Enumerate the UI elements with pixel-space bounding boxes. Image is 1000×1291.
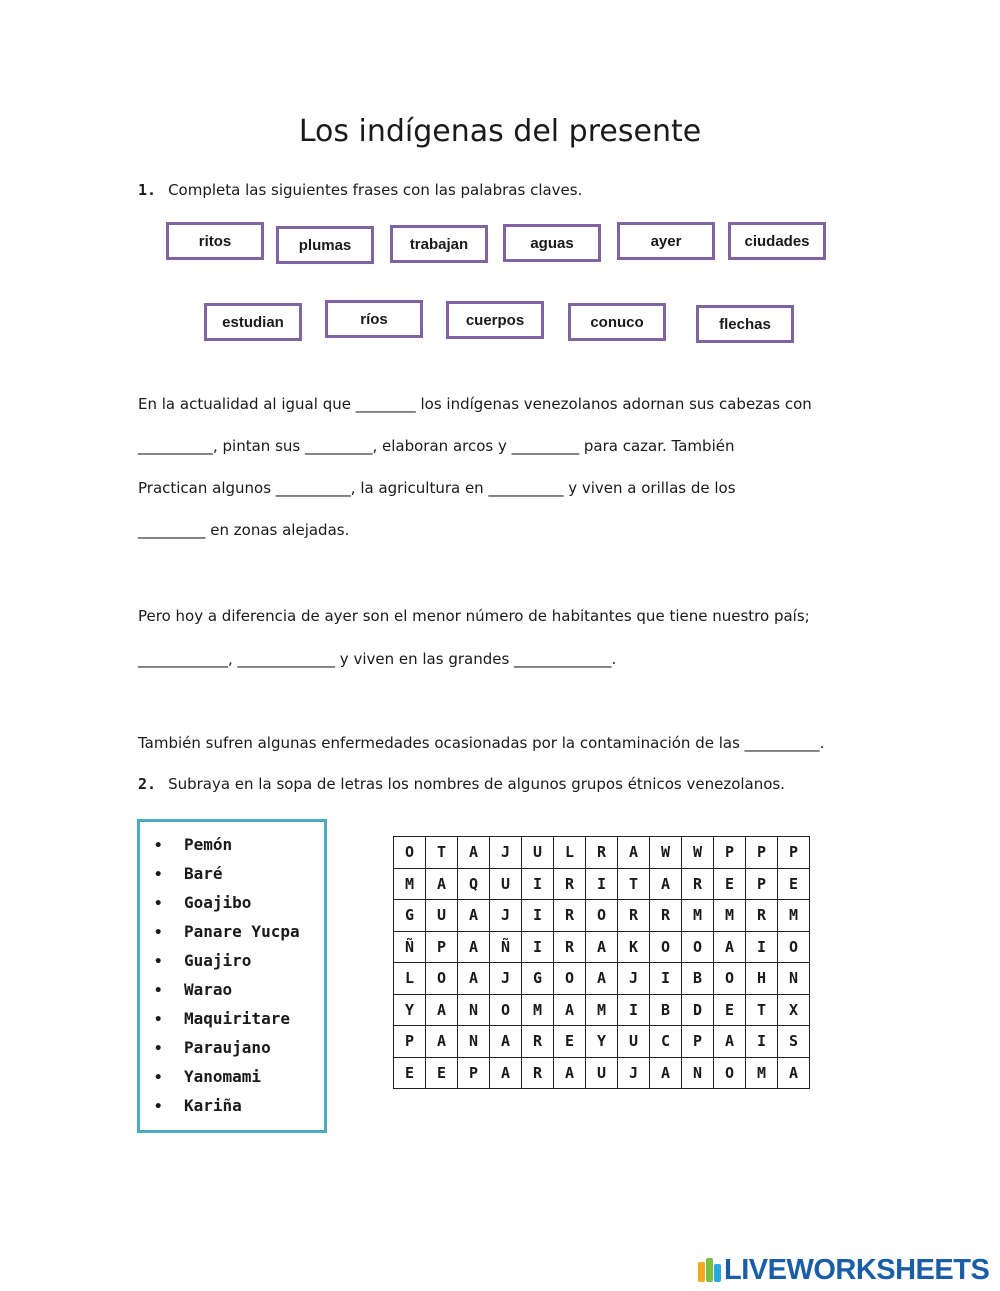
word-search-grid xyxy=(393,836,810,1089)
list-item: • Pemón xyxy=(154,830,300,859)
grid-cell[interactable]: O xyxy=(394,837,426,869)
grid-row xyxy=(394,1026,810,1058)
grid-row xyxy=(394,963,810,995)
grid-row xyxy=(394,868,810,900)
grid-cell[interactable]: P xyxy=(682,1026,714,1058)
brand-name: LIVEWORKSHEETS xyxy=(724,1253,990,1286)
grid-cell[interactable]: P xyxy=(746,868,778,900)
grid-cell[interactable]: A xyxy=(586,963,618,995)
grid-cell[interactable]: R xyxy=(618,900,650,932)
grid-cell[interactable]: A xyxy=(490,1057,522,1089)
bullet-icon: • xyxy=(154,1070,163,1086)
grid-cell[interactable]: M xyxy=(714,900,746,932)
grid-cell[interactable]: N xyxy=(778,963,810,995)
grid-cell[interactable]: M xyxy=(394,868,426,900)
grid-cell[interactable]: T xyxy=(426,837,458,869)
paragraph-line: En la actualidad al igual que ________ los indígenas venezolanos adornan sus cabezas con xyxy=(138,395,812,413)
question-1-text: Completa las siguientes frases con las palabras claves. xyxy=(168,181,583,199)
grid-cell[interactable]: N xyxy=(682,1057,714,1089)
paragraph-line: Practican algunos __________, la agricultura en __________ y viven a orillas de los xyxy=(138,479,736,497)
grid-cell[interactable]: T xyxy=(618,868,650,900)
bullet-icon: • xyxy=(154,925,163,941)
grid-cell[interactable]: Y xyxy=(394,994,426,1026)
bullet-icon: • xyxy=(154,867,163,883)
grid-cell[interactable]: I xyxy=(522,931,554,963)
list-item: • Warao xyxy=(154,975,300,1004)
grid-cell[interactable]: Q xyxy=(458,868,490,900)
grid-cell[interactable]: R xyxy=(522,1057,554,1089)
grid-cell[interactable]: R xyxy=(586,837,618,869)
word-box[interactable]: conuco xyxy=(568,303,666,341)
grid-row xyxy=(394,931,810,963)
grid-cell[interactable]: A xyxy=(458,837,490,869)
list-item: • Guajiro xyxy=(154,946,300,975)
grid-cell[interactable]: M xyxy=(746,1057,778,1089)
grid-cell[interactable]: O xyxy=(490,994,522,1026)
grid-cell[interactable]: J xyxy=(618,1057,650,1089)
grid-cell[interactable]: M xyxy=(778,900,810,932)
grid-cell[interactable]: O xyxy=(650,931,682,963)
grid-cell[interactable]: S xyxy=(778,1026,810,1058)
paragraph-line: ____________, _____________ y viven en las grandes _____________. xyxy=(138,650,617,668)
grid-cell[interactable]: E xyxy=(714,994,746,1026)
grid-cell[interactable]: L xyxy=(394,963,426,995)
grid-cell[interactable]: E xyxy=(426,1057,458,1089)
grid-cell[interactable]: E xyxy=(714,868,746,900)
grid-cell[interactable]: M xyxy=(682,900,714,932)
grid-cell[interactable]: M xyxy=(586,994,618,1026)
grid-cell[interactable]: W xyxy=(682,837,714,869)
grid-cell[interactable]: N xyxy=(458,994,490,1026)
word-box[interactable]: estudian xyxy=(204,303,302,341)
grid-cell[interactable]: O xyxy=(714,1057,746,1089)
grid-cell[interactable]: A xyxy=(426,868,458,900)
list-item: • Kariña xyxy=(154,1091,300,1120)
grid-cell[interactable]: J xyxy=(490,900,522,932)
bullet-icon: • xyxy=(154,1041,163,1057)
grid-cell[interactable]: I xyxy=(618,994,650,1026)
grid-cell[interactable]: A xyxy=(426,994,458,1026)
list-item: • Goajibo xyxy=(154,888,300,917)
grid-cell[interactable]: W xyxy=(650,837,682,869)
grid-cell[interactable]: A xyxy=(426,1026,458,1058)
grid-cell[interactable]: M xyxy=(522,994,554,1026)
grid-cell[interactable]: Ñ xyxy=(490,931,522,963)
grid-cell[interactable]: Ñ xyxy=(394,931,426,963)
grid-cell[interactable]: R xyxy=(522,1026,554,1058)
grid-cell[interactable]: U xyxy=(618,1026,650,1058)
grid-cell[interactable]: U xyxy=(426,900,458,932)
grid-cell[interactable]: P xyxy=(746,837,778,869)
grid-cell[interactable]: C xyxy=(650,1026,682,1058)
word-box[interactable]: cuerpos xyxy=(446,301,544,339)
paragraph-line: _________ en zonas alejadas. xyxy=(138,521,350,539)
grid-row xyxy=(394,900,810,932)
grid-cell[interactable]: R xyxy=(554,868,586,900)
grid-cell[interactable]: J xyxy=(490,837,522,869)
grid-cell[interactable]: A xyxy=(778,1057,810,1089)
grid-cell[interactable]: G xyxy=(522,963,554,995)
grid-cell[interactable]: A xyxy=(714,1026,746,1058)
grid-cell[interactable]: G xyxy=(394,900,426,932)
word-box[interactable]: aguas xyxy=(503,224,601,262)
grid-cell[interactable]: B xyxy=(650,994,682,1026)
grid-cell[interactable]: R xyxy=(682,868,714,900)
grid-cell[interactable]: L xyxy=(554,837,586,869)
grid-cell[interactable]: P xyxy=(394,1026,426,1058)
question-2-number: 2. xyxy=(138,775,157,793)
grid-cell[interactable]: O xyxy=(586,900,618,932)
list-item: • Panare Yucpa xyxy=(154,917,300,946)
word-box[interactable]: plumas xyxy=(276,226,374,264)
word-box[interactable]: ritos xyxy=(166,222,264,260)
bullet-icon: • xyxy=(154,1012,163,1028)
grid-cell[interactable]: A xyxy=(490,1026,522,1058)
grid-cell[interactable]: O xyxy=(778,931,810,963)
grid-cell[interactable]: U xyxy=(586,1057,618,1089)
word-box[interactable]: ayer xyxy=(617,222,715,260)
grid-row xyxy=(394,1057,810,1089)
grid-cell[interactable]: A xyxy=(554,994,586,1026)
paragraph-line: También sufren algunas enfermedades ocasionadas por la contaminación de las __________. xyxy=(138,734,825,752)
grid-cell[interactable]: O xyxy=(714,963,746,995)
ethnic-groups-box xyxy=(137,819,327,1133)
grid-cell[interactable]: P xyxy=(714,837,746,869)
grid-cell[interactable]: I xyxy=(522,900,554,932)
grid-cell[interactable]: A xyxy=(618,837,650,869)
paragraph-line: Pero hoy a diferencia de ayer son el menor número de habitantes que tiene nuestro país; xyxy=(138,607,810,625)
grid-cell[interactable]: A xyxy=(650,868,682,900)
grid-row xyxy=(394,994,810,1026)
grid-cell[interactable]: P xyxy=(458,1057,490,1089)
bullet-icon: • xyxy=(154,896,163,912)
grid-cell[interactable]: T xyxy=(746,994,778,1026)
grid-cell[interactable]: U xyxy=(490,868,522,900)
list-item: • Baré xyxy=(154,859,300,888)
liveworksheets-logo xyxy=(698,1254,989,1286)
grid-cell[interactable]: R xyxy=(554,931,586,963)
grid-cell[interactable]: I xyxy=(586,868,618,900)
word-box[interactable]: ríos xyxy=(325,300,423,338)
grid-cell[interactable]: J xyxy=(490,963,522,995)
grid-cell[interactable]: I xyxy=(650,963,682,995)
bullet-icon: • xyxy=(154,983,163,999)
word-box[interactable]: ciudades xyxy=(728,222,826,260)
list-item: • Yanomami xyxy=(154,1062,300,1091)
grid-cell[interactable]: A xyxy=(458,963,490,995)
ethnic-groups-list xyxy=(154,830,300,1120)
grid-cell[interactable]: I xyxy=(522,868,554,900)
grid-cell[interactable]: K xyxy=(618,931,650,963)
grid-cell[interactable]: N xyxy=(458,1026,490,1058)
bullet-icon: • xyxy=(154,1099,163,1115)
question-1 xyxy=(138,181,582,199)
list-item: • Maquiritare xyxy=(154,1004,300,1033)
grid-cell[interactable]: E xyxy=(394,1057,426,1089)
question-2-text: Subraya en la sopa de letras los nombres de algunos grupos étnicos venezolanos. xyxy=(168,775,786,793)
bullet-icon: • xyxy=(154,954,163,970)
grid-cell[interactable]: R xyxy=(554,900,586,932)
grid-cell[interactable]: P xyxy=(778,837,810,869)
grid-cell[interactable]: A xyxy=(554,1057,586,1089)
grid-cell[interactable]: B xyxy=(682,963,714,995)
grid-cell[interactable]: I xyxy=(746,931,778,963)
grid-cell[interactable]: A xyxy=(714,931,746,963)
grid-cell[interactable]: O xyxy=(554,963,586,995)
grid-cell[interactable]: U xyxy=(522,837,554,869)
grid-cell[interactable]: E xyxy=(554,1026,586,1058)
word-box[interactable]: flechas xyxy=(696,305,794,343)
grid-cell[interactable]: X xyxy=(778,994,810,1026)
grid-cell[interactable]: R xyxy=(746,900,778,932)
grid-cell[interactable]: O xyxy=(682,931,714,963)
paragraph-line: __________, pintan sus _________, elaboran arcos y _________ para cazar. También xyxy=(138,437,735,455)
grid-cell[interactable]: R xyxy=(650,900,682,932)
grid-cell[interactable]: A xyxy=(586,931,618,963)
grid-row xyxy=(394,837,810,869)
page-title: Los indígenas del presente xyxy=(298,114,702,149)
word-box[interactable]: trabajan xyxy=(390,225,488,263)
grid-cell[interactable]: P xyxy=(426,931,458,963)
list-item: • Paraujano xyxy=(154,1033,300,1062)
grid-cell[interactable]: O xyxy=(426,963,458,995)
grid-cell[interactable]: H xyxy=(746,963,778,995)
grid-cell[interactable]: A xyxy=(458,900,490,932)
question-2 xyxy=(138,775,785,793)
bullet-icon: • xyxy=(154,838,163,854)
grid-cell[interactable]: A xyxy=(458,931,490,963)
grid-cell[interactable]: E xyxy=(778,868,810,900)
grid-cell[interactable]: I xyxy=(746,1026,778,1058)
question-1-number: 1. xyxy=(138,181,157,199)
grid-cell[interactable]: A xyxy=(650,1057,682,1089)
grid-cell[interactable]: D xyxy=(682,994,714,1026)
grid-cell[interactable]: Y xyxy=(586,1026,618,1058)
liveworksheets-logo-icon xyxy=(698,1258,722,1282)
grid-cell[interactable]: J xyxy=(618,963,650,995)
